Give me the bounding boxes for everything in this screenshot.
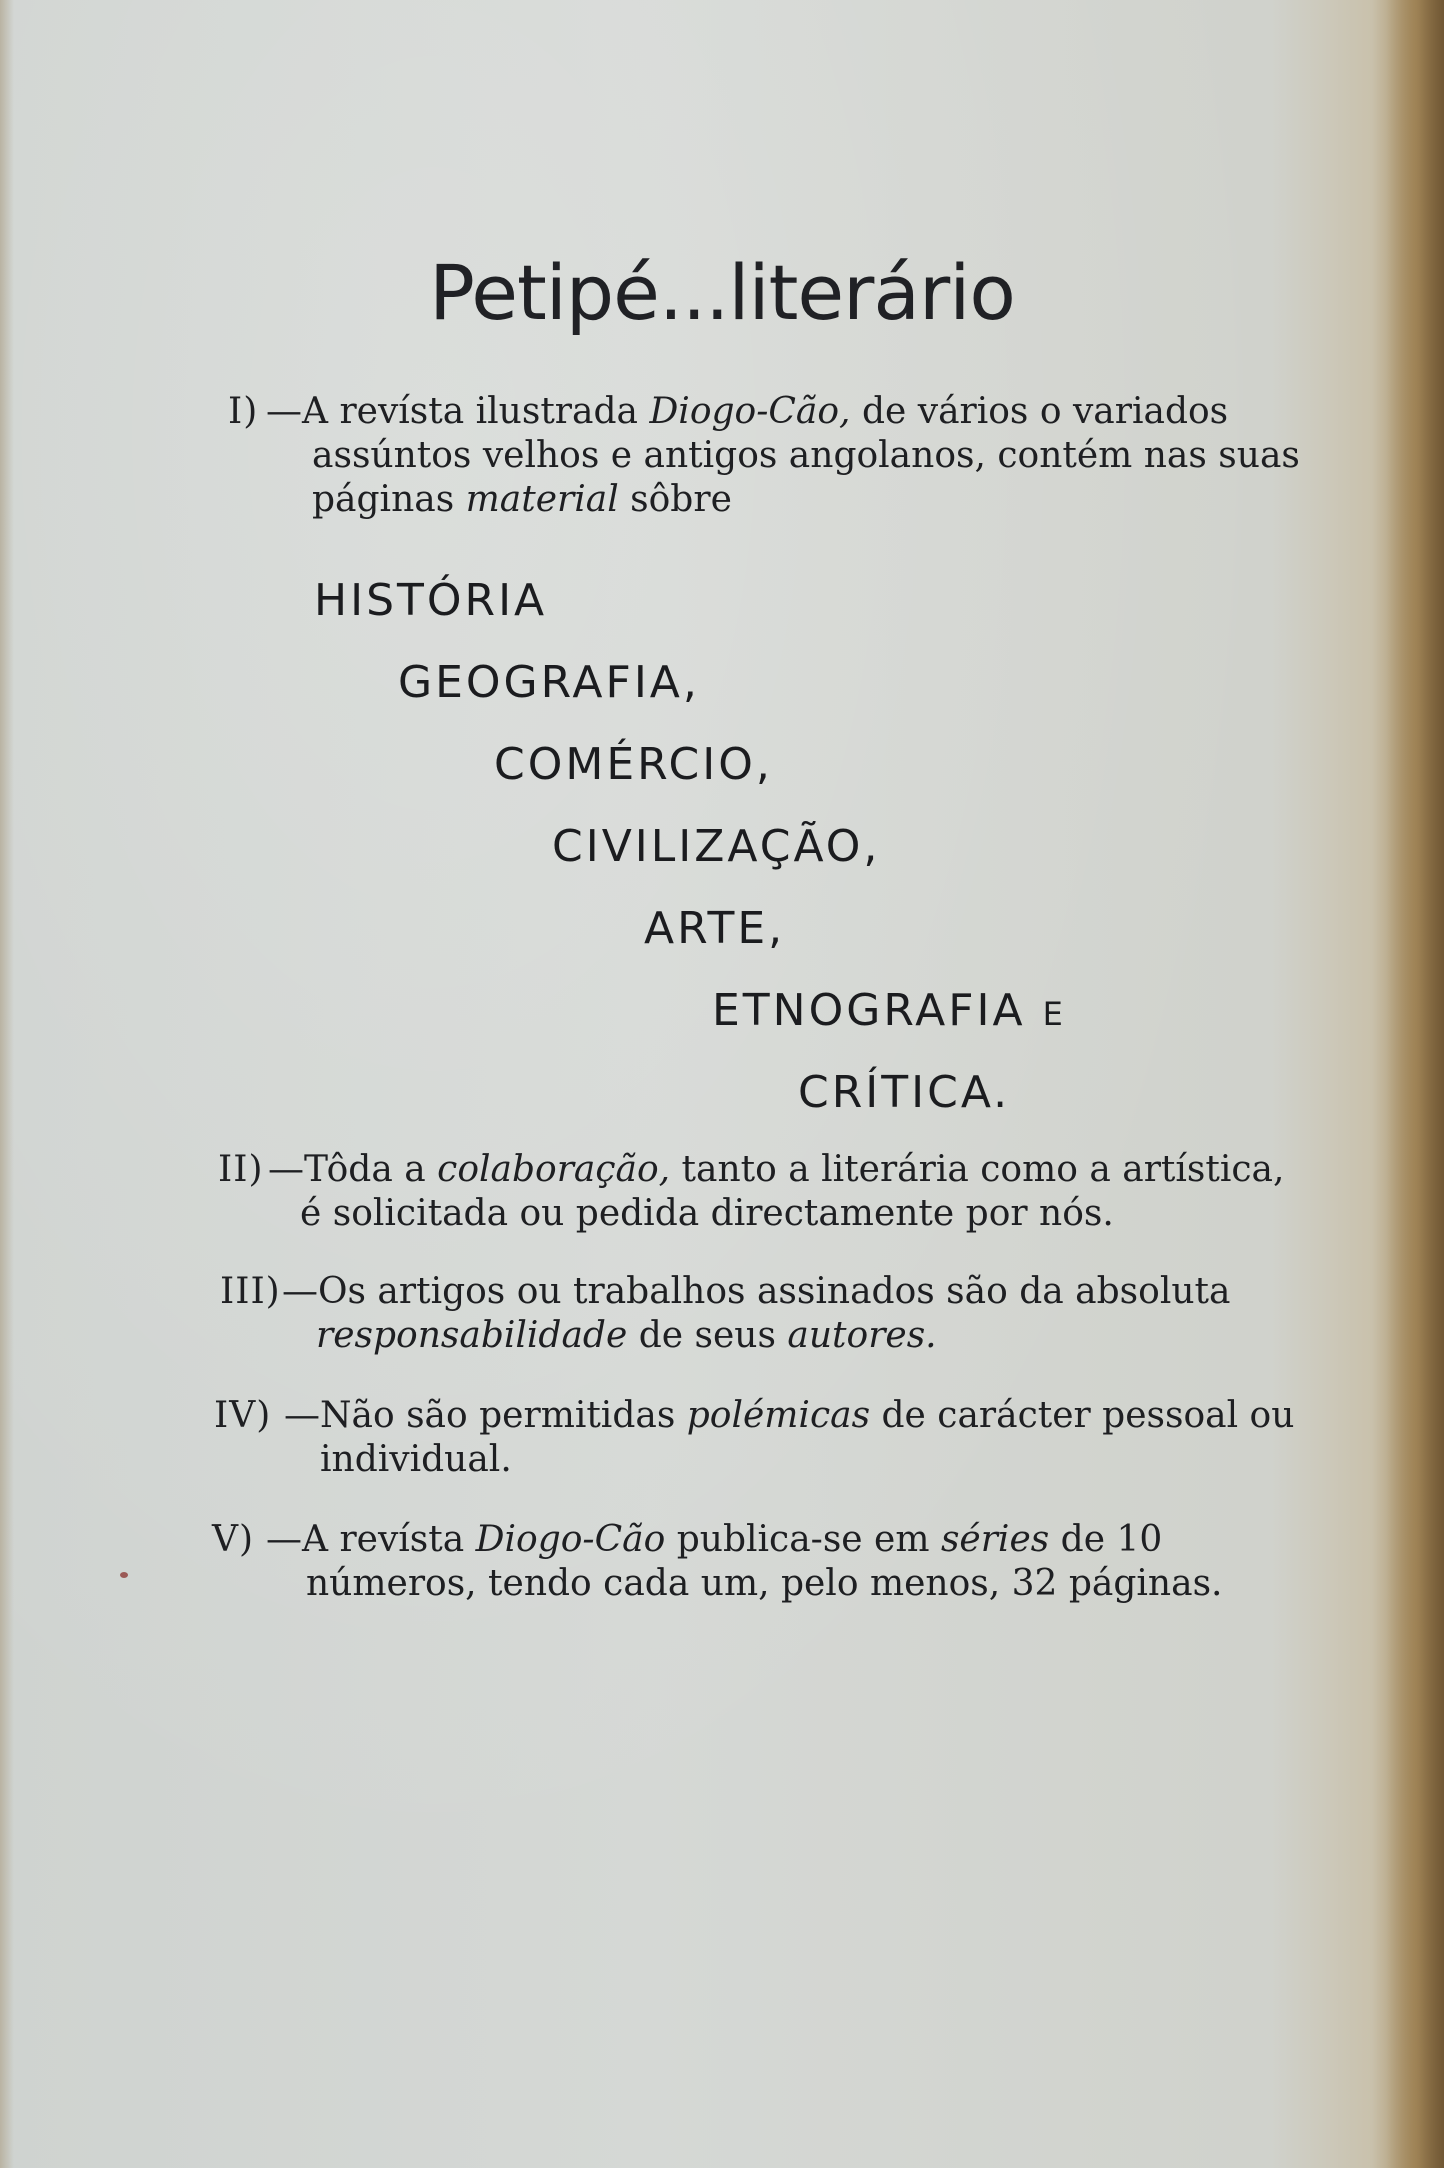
italic-segment: material (465, 479, 619, 520)
text-segment: é solicitada ou pedida directamente por nós. (300, 1193, 1114, 1234)
italic-segment: Diogo-Cão, (649, 391, 851, 432)
text-segment: —A revísta ilustrada (266, 391, 650, 432)
text-segment: de vários o variados (850, 391, 1229, 432)
topic-etnografia-label: ETNOGRAFIA (712, 985, 1026, 1036)
text-segment: individual. (320, 1439, 512, 1480)
italic-segment: responsabilidade (316, 1315, 628, 1356)
item-line (214, 1438, 1364, 1482)
item-line (228, 434, 1378, 478)
page-title: Petipé...literário (429, 248, 1015, 337)
item-number: IV) (214, 1395, 272, 1436)
item-number: V) (212, 1519, 255, 1560)
topic-civilizacao: CIVILIZAÇÃO, (552, 821, 881, 872)
text-segment: de carácter pessoal ou (870, 1395, 1295, 1436)
item-line (214, 1394, 1364, 1438)
topic-etnografia (712, 984, 1065, 1041)
italic-segment: Diogo-Cão (475, 1519, 666, 1560)
text-segment: —Não são permitidas (284, 1395, 687, 1436)
text-segment: publica-se em (665, 1519, 941, 1560)
rule-item-1 (228, 390, 1378, 522)
text-segment: tanto a literária como a artística, (670, 1149, 1285, 1190)
text-segment: sôbre (618, 479, 732, 520)
rule-item-5 (212, 1518, 1362, 1606)
text-segment: números, tendo cada um, pelo menos, 32 páginas. (306, 1563, 1223, 1604)
topic-arte: ARTE, (644, 903, 786, 954)
italic-segment: séries (940, 1519, 1050, 1560)
text-segment: de 10 (1049, 1519, 1163, 1560)
topic-geografia: GEOGRAFIA, (398, 657, 700, 708)
topic-historia: HISTÓRIA (314, 575, 548, 626)
text-segment: de seus (627, 1315, 788, 1356)
italic-segment: colaboração, (437, 1149, 671, 1190)
item-line (220, 1314, 1370, 1358)
text-segment: —Tôda a (268, 1149, 438, 1190)
text-segment: —Os artigos ou trabalhos assinados são da absoluta (282, 1271, 1231, 1312)
italic-segment: autores. (787, 1315, 937, 1356)
text-segment: páginas (312, 479, 466, 520)
rule-item-2 (218, 1148, 1368, 1236)
paper-speck (120, 1572, 128, 1578)
topic-comercio: COMÉRCIO, (494, 739, 773, 790)
topic-conjunction: E (1042, 995, 1065, 1033)
item-number: I) (228, 391, 259, 432)
rule-item-3 (220, 1270, 1370, 1358)
item-line (228, 390, 1378, 434)
item-line (228, 478, 1378, 522)
item-line (218, 1148, 1368, 1192)
italic-segment: polémicas (686, 1395, 871, 1436)
item-number: III) (220, 1271, 281, 1312)
item-line (218, 1192, 1368, 1236)
item-line (212, 1562, 1362, 1606)
rule-item-4 (214, 1394, 1364, 1482)
item-line (212, 1518, 1362, 1562)
topic-critica: CRÍTICA. (798, 1067, 1011, 1118)
item-number: II) (218, 1149, 264, 1190)
text-segment: assúntos velhos e antigos angolanos, contém nas suas (312, 435, 1300, 476)
text-segment: —A revísta (266, 1519, 476, 1560)
item-line (220, 1270, 1370, 1314)
